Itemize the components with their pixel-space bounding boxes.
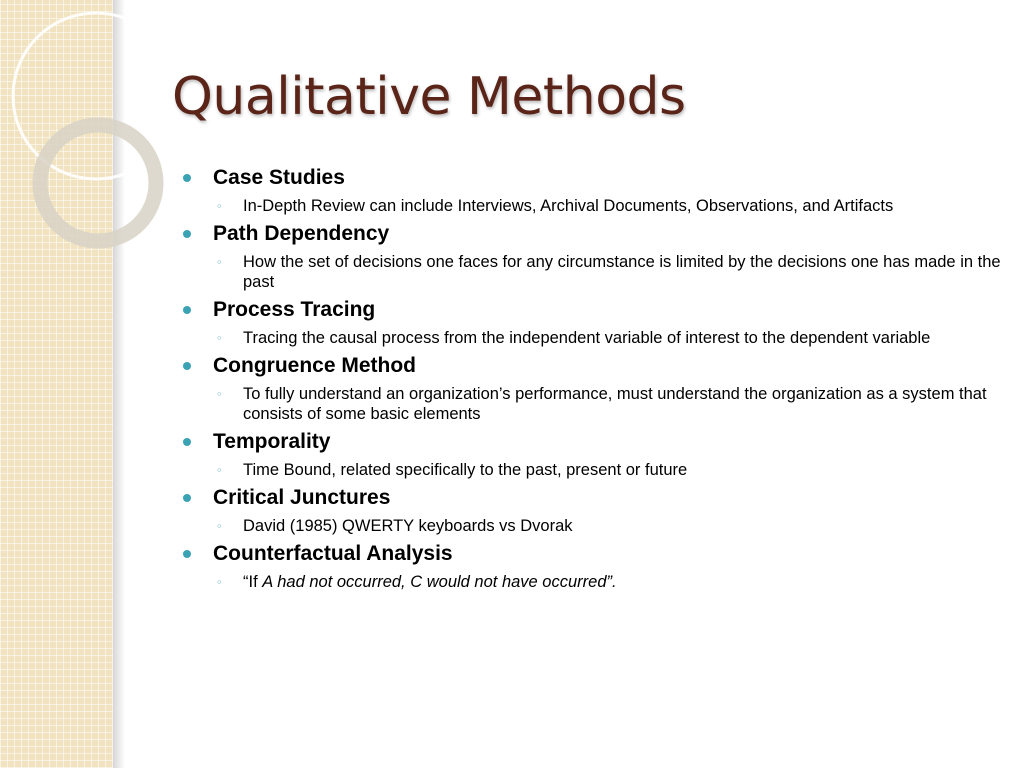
bullet-heading-row — [180, 427, 1000, 457]
sub-bullet-row — [180, 328, 1000, 348]
ring-bullet-icon: ◦ — [216, 576, 223, 589]
ring-bullet-icon: ◦ — [216, 388, 223, 401]
ring-bullet-icon: ◦ — [216, 520, 223, 533]
bullet-heading: Process Tracing — [213, 298, 376, 321]
sub-bullet-text: Tracing the causal process from the independent variable of interest to the dependent variable — [243, 329, 931, 347]
bullet-heading-row — [180, 163, 1000, 193]
ring-bullet-icon: ◦ — [216, 256, 223, 269]
sub-bullet-text: Time Bound, related specifically to the past, present or future — [243, 461, 688, 479]
quote-prefix: “If — [243, 573, 263, 591]
bullet-item — [180, 427, 1000, 480]
bullet-item — [180, 219, 1000, 292]
bullet-heading-row — [180, 483, 1000, 513]
bullet-list — [180, 163, 1000, 595]
ring-bullet-icon: ◦ — [216, 464, 223, 477]
ring-bullet-icon: ◦ — [216, 332, 223, 345]
bullet-item — [180, 483, 1000, 536]
bullet-item — [180, 163, 1000, 216]
bullet-heading: Congruence Method — [213, 354, 416, 377]
bullet-heading-row — [180, 539, 1000, 569]
dot-bullet-icon — [183, 174, 191, 182]
bullet-heading: Temporality — [213, 430, 331, 453]
bullet-item — [180, 539, 1000, 592]
bullet-heading: Case Studies — [213, 166, 345, 189]
bullet-heading: Counterfactual Analysis — [213, 542, 453, 565]
bullet-heading: Path Dependency — [213, 222, 390, 245]
sub-bullet-text — [243, 572, 1003, 592]
dot-bullet-icon — [183, 230, 191, 238]
bullet-item — [180, 351, 1000, 424]
slide-title: Qualitative Methods — [172, 67, 686, 127]
bullet-heading-row — [180, 351, 1000, 381]
bullet-heading: Critical Junctures — [213, 486, 391, 509]
sub-bullet-text: David (1985) QWERTY keyboards vs Dvorak — [243, 517, 573, 535]
bullet-heading-row — [180, 295, 1000, 325]
sub-bullet-row — [180, 460, 1000, 480]
sub-bullet-row — [180, 572, 1000, 592]
sub-bullet-text: To fully understand an organization’s performance, must understand the organization as a system that consists of some basic elements — [243, 385, 987, 423]
decorative-rings — [0, 0, 140, 260]
sub-bullet-row — [180, 384, 1000, 424]
dot-bullet-icon — [183, 550, 191, 558]
dot-bullet-icon — [183, 306, 191, 314]
sub-bullet-row — [180, 196, 1000, 216]
dot-bullet-icon — [183, 362, 191, 370]
bullet-heading-row — [180, 219, 1000, 249]
sub-bullet-row — [180, 516, 1000, 536]
dot-bullet-icon — [183, 494, 191, 502]
dot-bullet-icon — [183, 438, 191, 446]
quote-italic: A had not occurred, C would not have occurred”. — [262, 573, 617, 591]
sub-bullet-text: In-Depth Review can include Interviews, Archival Documents, Observations, and Artifacts — [243, 197, 894, 215]
bullet-item — [180, 295, 1000, 348]
decorative-ring-small — [40, 125, 156, 241]
sub-bullet-text: How the set of decisions one faces for any circumstance is limited by the decisions one has made in the past — [243, 253, 1001, 291]
sub-bullet-row — [180, 252, 1000, 292]
ring-bullet-icon: ◦ — [216, 200, 223, 213]
